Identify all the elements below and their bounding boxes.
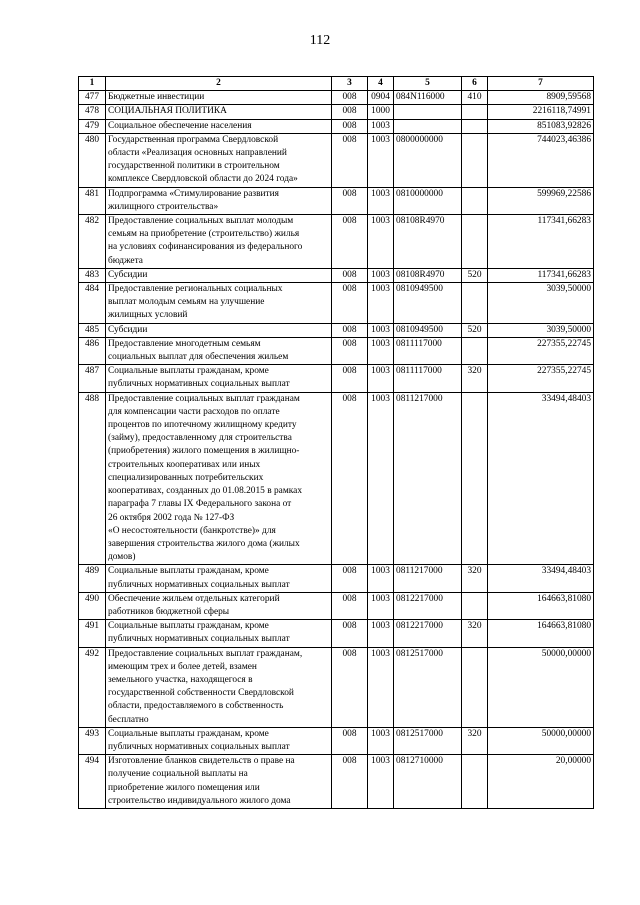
row-section-code: 0904 <box>368 91 394 105</box>
row-expense-type: 520 <box>462 323 488 337</box>
row-section-code: 1003 <box>368 133 394 187</box>
row-number: 494 <box>79 755 106 809</box>
row-name: Предоставление социальных выплат гражданам, имеющим трех и более детей, взамен земельного участка, находящегося в государственной собственности Свердловской области, предоставляемого в собственность бесплатно <box>106 647 332 727</box>
row-department-code: 008 <box>332 647 368 727</box>
row-number: 490 <box>79 592 106 619</box>
row-amount: 164663,81080 <box>488 620 594 647</box>
row-number: 478 <box>79 105 106 119</box>
header-cell-2: 2 <box>106 77 332 91</box>
row-amount: 50000,00000 <box>488 727 594 754</box>
row-name: Субсидии <box>106 268 332 282</box>
row-section-code: 1003 <box>368 592 394 619</box>
row-department-code: 008 <box>332 133 368 187</box>
table-row <box>79 268 594 282</box>
table-row <box>79 215 594 269</box>
row-target-article <box>394 105 462 119</box>
row-department-code: 008 <box>332 283 368 324</box>
row-amount: 599969,22586 <box>488 187 594 214</box>
row-section-code: 1003 <box>368 337 394 364</box>
row-name: Предоставление социальных выплат гражданам для компенсации части расходов по оплате процентов по ипотечному жилищному кредиту (займу), предоставленному для строительства (приобретения) жилого помещения в жилищно- строительных кооперативах или иных специализированных потребительских кооперативах, созданных до 01.08.2015 в рамках параграфа 7 главы IX Федерального закона от 26 октября 2002 года № 127-ФЗ «О несостоятельности (банкротстве)» для завершения строительства жилого дома (жилых домов) <box>106 392 332 565</box>
row-expense-type: 320 <box>462 565 488 592</box>
row-department-code: 008 <box>332 365 368 392</box>
row-amount: 2216118,74991 <box>488 105 594 119</box>
row-expense-type <box>462 187 488 214</box>
row-number: 489 <box>79 565 106 592</box>
row-amount: 744023,46386 <box>488 133 594 187</box>
row-name: Бюджетные инвестиции <box>106 91 332 105</box>
table-row <box>79 337 594 364</box>
row-number: 488 <box>79 392 106 565</box>
row-target-article: 0800000000 <box>394 133 462 187</box>
row-target-article: 0812517000 <box>394 647 462 727</box>
row-expense-type <box>462 283 488 324</box>
row-target-article: 0812517000 <box>394 727 462 754</box>
row-number: 487 <box>79 365 106 392</box>
row-number: 492 <box>79 647 106 727</box>
row-section-code: 1003 <box>368 620 394 647</box>
table-row <box>79 365 594 392</box>
row-section-code: 1003 <box>368 187 394 214</box>
row-amount: 33494,48403 <box>488 392 594 565</box>
row-amount: 33494,48403 <box>488 565 594 592</box>
row-name: Социальные выплаты гражданам, кроме публичных нормативных социальных выплат <box>106 365 332 392</box>
row-name: Социальное обеспечение населения <box>106 119 332 133</box>
header-cell-6: 6 <box>462 77 488 91</box>
budget-table <box>78 76 594 809</box>
row-department-code: 008 <box>332 187 368 214</box>
row-target-article: 0810000000 <box>394 187 462 214</box>
row-target-article: 0812217000 <box>394 592 462 619</box>
table-row <box>79 119 594 133</box>
row-name: Предоставление многодетным семьям социальных выплат для обеспечения жильем <box>106 337 332 364</box>
row-department-code: 008 <box>332 215 368 269</box>
row-name: Государственная программа Свердловской области «Реализация основных направлений государственной политики в строительном комплексе Свердловской области до 2024 года» <box>106 133 332 187</box>
row-name: Изготовление бланков свидетельств о праве на получение социальной выплаты на приобретение жилого помещения или строительство индивидуального жилого дома <box>106 755 332 809</box>
row-department-code: 008 <box>332 565 368 592</box>
row-target-article: 0811117000 <box>394 337 462 364</box>
row-expense-type: 320 <box>462 727 488 754</box>
table-row <box>79 565 594 592</box>
row-expense-type <box>462 647 488 727</box>
row-department-code: 008 <box>332 105 368 119</box>
table-row <box>79 755 594 809</box>
table-row <box>79 91 594 105</box>
table-row <box>79 392 594 565</box>
row-name: Социальные выплаты гражданам, кроме публичных нормативных социальных выплат <box>106 727 332 754</box>
row-section-code: 1003 <box>368 365 394 392</box>
row-expense-type <box>462 133 488 187</box>
row-section-code: 1003 <box>368 647 394 727</box>
row-amount: 8909,59568 <box>488 91 594 105</box>
row-expense-type <box>462 215 488 269</box>
table-row <box>79 133 594 187</box>
row-name: Субсидии <box>106 323 332 337</box>
header-cell-1: 1 <box>79 77 106 91</box>
row-amount: 164663,81080 <box>488 592 594 619</box>
header-cell-3: 3 <box>332 77 368 91</box>
row-target-article: 0810949500 <box>394 323 462 337</box>
table-header-row <box>79 77 594 91</box>
row-amount: 3039,50000 <box>488 283 594 324</box>
table-row <box>79 727 594 754</box>
row-amount: 227355,22745 <box>488 337 594 364</box>
row-expense-type <box>462 337 488 364</box>
row-section-code: 1003 <box>368 268 394 282</box>
table-row <box>79 187 594 214</box>
row-target-article <box>394 119 462 133</box>
row-target-article: 08108R4970 <box>394 268 462 282</box>
row-amount: 117341,66283 <box>488 268 594 282</box>
row-number: 484 <box>79 283 106 324</box>
row-target-article: 0811217000 <box>394 565 462 592</box>
row-number: 493 <box>79 727 106 754</box>
row-department-code: 008 <box>332 620 368 647</box>
table-row <box>79 105 594 119</box>
row-number: 477 <box>79 91 106 105</box>
row-expense-type <box>462 755 488 809</box>
row-number: 481 <box>79 187 106 214</box>
row-number: 483 <box>79 268 106 282</box>
row-section-code: 1003 <box>368 392 394 565</box>
row-expense-type: 320 <box>462 365 488 392</box>
row-expense-type <box>462 105 488 119</box>
row-number: 482 <box>79 215 106 269</box>
table-row <box>79 592 594 619</box>
row-target-article: 0812710000 <box>394 755 462 809</box>
table-row <box>79 323 594 337</box>
row-expense-type <box>462 392 488 565</box>
row-section-code: 1003 <box>368 215 394 269</box>
row-expense-type <box>462 592 488 619</box>
row-target-article: 084N116000 <box>394 91 462 105</box>
row-amount: 227355,22745 <box>488 365 594 392</box>
row-amount: 117341,66283 <box>488 215 594 269</box>
row-amount: 3039,50000 <box>488 323 594 337</box>
row-number: 491 <box>79 620 106 647</box>
row-target-article: 0812217000 <box>394 620 462 647</box>
row-amount: 851083,92826 <box>488 119 594 133</box>
row-department-code: 008 <box>332 323 368 337</box>
row-amount: 20,00000 <box>488 755 594 809</box>
row-department-code: 008 <box>332 91 368 105</box>
row-target-article: 08108R4970 <box>394 215 462 269</box>
page-number: 112 <box>309 33 331 48</box>
row-target-article: 0811117000 <box>394 365 462 392</box>
row-name: Предоставление социальных выплат молодым семьям на приобретение (строительство) жилья на условиях софинансирования из федерального бюджета <box>106 215 332 269</box>
row-expense-type: 410 <box>462 91 488 105</box>
row-name: Обеспечение жильем отдельных категорий работников бюджетной сферы <box>106 592 332 619</box>
row-number: 479 <box>79 119 106 133</box>
table-row <box>79 620 594 647</box>
row-expense-type: 520 <box>462 268 488 282</box>
row-number: 485 <box>79 323 106 337</box>
row-expense-type <box>462 119 488 133</box>
header-cell-4: 4 <box>368 77 394 91</box>
row-section-code: 1000 <box>368 105 394 119</box>
row-name: Подпрограмма «Стимулирование развития жилищного строительства» <box>106 187 332 214</box>
table-row <box>79 283 594 324</box>
row-section-code: 1003 <box>368 755 394 809</box>
row-department-code: 008 <box>332 592 368 619</box>
row-department-code: 008 <box>332 392 368 565</box>
row-number: 480 <box>79 133 106 187</box>
row-department-code: 008 <box>332 337 368 364</box>
row-section-code: 1003 <box>368 727 394 754</box>
row-section-code: 1003 <box>368 565 394 592</box>
table-row <box>79 647 594 727</box>
row-department-code: 008 <box>332 727 368 754</box>
row-amount: 50000,00000 <box>488 647 594 727</box>
header-cell-5: 5 <box>394 77 462 91</box>
row-target-article: 0810949500 <box>394 283 462 324</box>
row-name: Предоставление региональных социальных выплат молодым семьям на улучшение жилищных условий <box>106 283 332 324</box>
row-name: СОЦИАЛЬНАЯ ПОЛИТИКА <box>106 105 332 119</box>
row-department-code: 008 <box>332 755 368 809</box>
header-cell-7: 7 <box>488 77 594 91</box>
row-expense-type: 320 <box>462 620 488 647</box>
row-name: Социальные выплаты гражданам, кроме публичных нормативных социальных выплат <box>106 565 332 592</box>
row-department-code: 008 <box>332 268 368 282</box>
row-section-code: 1003 <box>368 119 394 133</box>
row-target-article: 0811217000 <box>394 392 462 565</box>
table-body <box>79 91 594 809</box>
row-name: Социальные выплаты гражданам, кроме публичных нормативных социальных выплат <box>106 620 332 647</box>
row-number: 486 <box>79 337 106 364</box>
row-section-code: 1003 <box>368 323 394 337</box>
row-department-code: 008 <box>332 119 368 133</box>
row-section-code: 1003 <box>368 283 394 324</box>
